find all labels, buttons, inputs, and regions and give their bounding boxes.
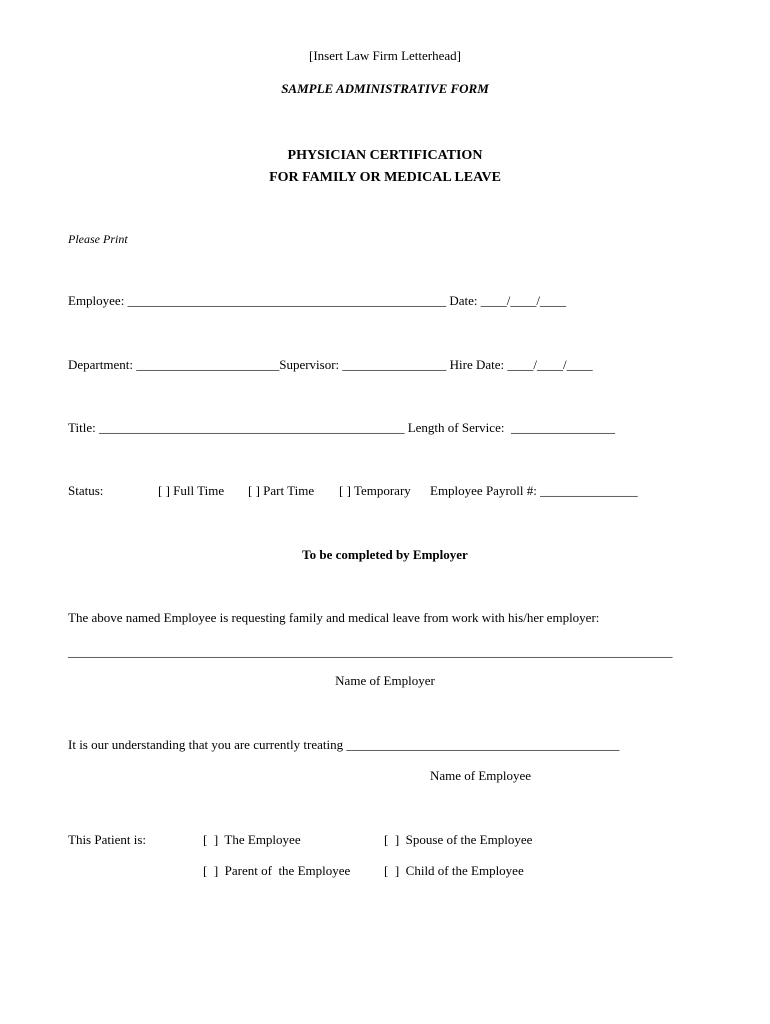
employee-field-line[interactable]: Employee: _________________________________________________ Date: ____/____/____: [68, 293, 566, 308]
status-part-time-checkbox[interactable]: [ ] Part Time: [248, 483, 315, 498]
employer-name-field[interactable]: _____________________________________________________________________________________________: [68, 644, 673, 659]
payroll-number-field[interactable]: Employee Payroll #: _______________: [430, 483, 638, 498]
letterhead-placeholder: [Insert Law Firm Letterhead]: [309, 48, 461, 63]
employee-name-caption: Name of Employee: [430, 768, 532, 783]
form-title-line1: PHYSICIAN CERTIFICATION: [287, 148, 483, 163]
patient-option-spouse[interactable]: [ ] Spouse of the Employee: [384, 832, 533, 847]
title-field-line[interactable]: Title: _______________________________________________ Length of Service: ________________: [68, 420, 615, 435]
status-label: Status:: [68, 483, 104, 498]
employer-section-heading: To be completed by Employer: [302, 547, 468, 562]
department-field-line[interactable]: Department: ______________________Supervisor: ________________ Hire Date: ____/____/____: [68, 357, 593, 372]
form-title-line2: FOR FAMILY OR MEDICAL LEAVE: [269, 170, 501, 185]
patient-option-child[interactable]: [ ] Child of the Employee: [384, 863, 524, 878]
patient-option-parent[interactable]: [ ] Parent of the Employee: [203, 863, 351, 878]
employer-name-caption: Name of Employer: [335, 673, 435, 688]
status-full-time-checkbox[interactable]: [ ] Full Time: [158, 483, 225, 498]
patient-label: This Patient is:: [68, 832, 146, 847]
patient-option-employee[interactable]: [ ] The Employee: [203, 832, 301, 847]
treating-employee-field[interactable]: It is our understanding that you are currently treating __________________________________________: [68, 737, 620, 752]
employer-request-text: The above named Employee is requesting family and medical leave from work with his/her employer:: [68, 610, 600, 625]
form-type-label: SAMPLE ADMINISTRATIVE FORM: [281, 81, 489, 96]
please-print-instruction: Please Print: [68, 232, 128, 246]
status-temporary-checkbox[interactable]: [ ] Temporary: [339, 483, 411, 498]
